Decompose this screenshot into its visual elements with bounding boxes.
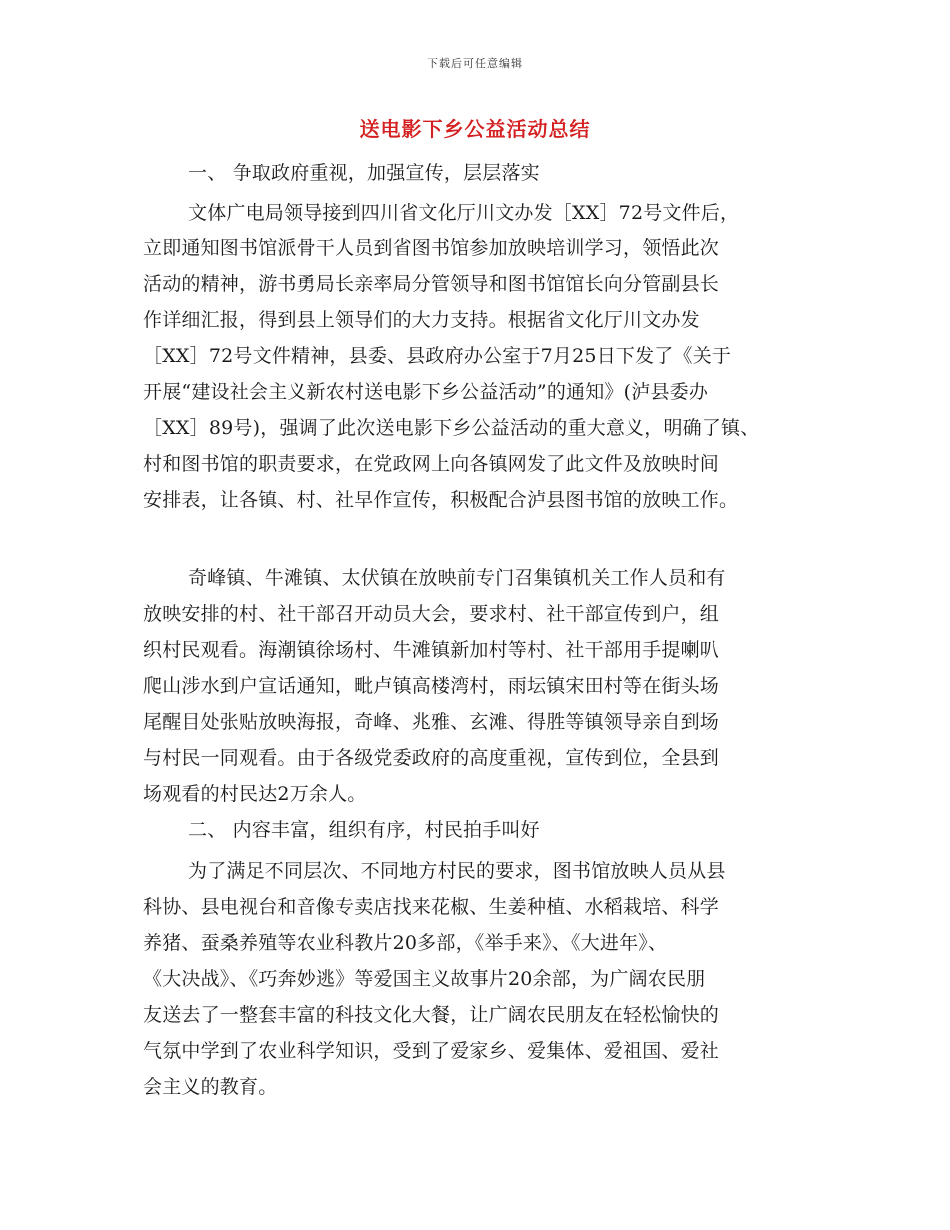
- paragraph-line: 活动的精神，游书勇局长亲率局分管领导和图书馆馆长向分管副县长: [143, 273, 720, 295]
- paragraph-line: 《大决战》、《巧奔妙逃》等爱国主义故事片20余部，为广阔农民朋: [143, 968, 706, 990]
- paragraph-line: 科协、县电视台和音像专卖店找来花椒、生姜种植、水稻栽培、科学: [143, 896, 720, 918]
- paragraph-line: 爬山涉水到户宣话通知，毗卢镇高楼湾村，雨坛镇宋田村等在街头场: [143, 675, 720, 697]
- paragraph-line: 与村民一同观看。由于各级党委政府的高度重视，宣传到位，全县到: [143, 747, 720, 769]
- paragraph-line: 放映安排的村、社干部召开动员大会，要求村、社干部宣传到户，组: [143, 603, 720, 625]
- document-title: 送电影下乡公益活动总结: [359, 117, 591, 141]
- section-heading: 二、 内容丰富，组织有序，村民拍手叫好: [188, 819, 540, 841]
- paragraph-line: 作详细汇报，得到县上领导们的大力支持。根据省文化厅川文办发: [143, 309, 700, 331]
- paragraph-line: 友送去了一整套丰富的科技文化大餐，让广阔农民朋友在轻松愉快的: [143, 1004, 720, 1026]
- paragraph-line: ［XX］72号文件精神，县委、县政府办公室于7月25日下发了《关于: [143, 345, 732, 367]
- paragraph-line: 气氛中学到了农业科学知识，受到了爱家乡、爱集体、爱祖国、爱社: [143, 1040, 720, 1062]
- section-heading: 一、 争取政府重视，加强宣传，层层落实: [188, 162, 540, 184]
- paragraph-line: 立即通知图书馆派骨干人员到省图书馆参加放映培训学习，领悟此次: [143, 237, 720, 259]
- paragraph-line: 开展“建设社会主义新农村送电影下乡公益活动”的通知》(泸县委办: [143, 381, 709, 403]
- paragraph-line: 织村民观看。海潮镇徐场村、牛滩镇新加村等村、社干部用手提喇叭: [143, 639, 720, 661]
- paragraph-line: ［XX］89号)，强调了此次送电影下乡公益活动的重大意义，明确了镇、: [143, 417, 760, 439]
- header-note: 下载后可任意编辑: [427, 57, 523, 70]
- paragraph-line: 安排表，让各镇、村、社早作宣传，积极配合泸县图书馆的放映工作。: [143, 489, 739, 511]
- paragraph-line: 奇峰镇、牛滩镇、太伏镇在放映前专门召集镇机关工作人员和有: [188, 567, 726, 589]
- paragraph-line: 尾醒目处张贴放映海报，奇峰、兆雅、玄滩、得胜等镇领导亲自到场: [143, 711, 720, 733]
- paragraph-line: 文体广电局领导接到四川省文化厅川文办发［XX］72号文件后，: [188, 202, 740, 224]
- paragraph-line: 场观看的村民达2万余人。: [143, 783, 367, 805]
- paragraph-line: 村和图书馆的职责要求，在党政网上向各镇网发了此文件及放映时间: [143, 453, 720, 475]
- paragraph-line: 为了满足不同层次、不同地方村民的要求，图书馆放映人员从县: [188, 860, 726, 882]
- paragraph-line: 养猪、蚕桑养殖等农业科教片20多部，《举手来》、《大进年》、: [143, 932, 668, 954]
- paragraph-line: 会主义的教育。: [143, 1076, 278, 1098]
